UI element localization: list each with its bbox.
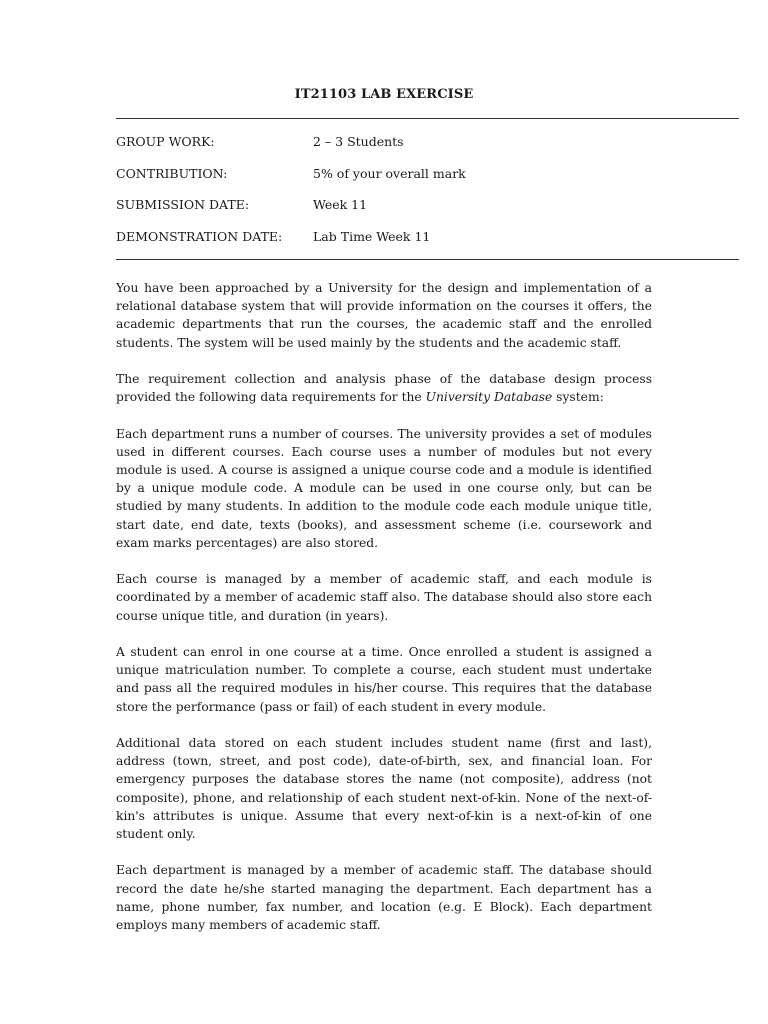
document-title: IT21103 LAB EXERCISE bbox=[294, 87, 474, 102]
paragraph-requirements-emphasis: University Database bbox=[425, 390, 553, 405]
paragraph-student-data: Additional data stored on each student includes student name (first and last), address (town, street, and post code), date-of-birth, sex, and financial loan. For emergency purposes the database stores the name (not composite), address (not composite), phone, and relationship of each student next-of-kin. None of the next-of-kin's attributes is unique. Assume that every next-of-kin is a next-of-kin of one student only. bbox=[116, 736, 652, 842]
paragraph-course-management: Each course is managed by a member of academic staff, and each module is coordinated by a member of academic staff also. The database should also store each course unique title, and duration (in years). bbox=[116, 572, 652, 623]
info-row-submission-date bbox=[116, 197, 676, 229]
info-label: GROUP WORK: bbox=[116, 134, 215, 149]
info-label: DEMONSTRATION DATE: bbox=[116, 228, 283, 244]
info-block bbox=[116, 134, 676, 260]
paragraph-student-enrolment: A student can enrol in one course at a time. Once enrolled a student is assigned a unique matriculation number. To complete a course, each student must undertake and pass all the required modules in his/her course. This requires that the database store the performance (pass or fail) of each student in every module. bbox=[116, 645, 652, 714]
info-value: 5% of your overall mark bbox=[313, 165, 466, 181]
paragraph-requirements bbox=[116, 370, 652, 406]
paragraph-requirements-before: The requirement collection and analysis phase of the database design process provided the following data requirements for the bbox=[116, 372, 652, 405]
header-top-rule bbox=[116, 118, 739, 119]
info-row-contribution bbox=[116, 166, 676, 198]
info-value: 2 – 3 Students bbox=[313, 134, 404, 149]
header-bottom-rule bbox=[116, 259, 739, 260]
paragraph-requirements-after: system: bbox=[552, 390, 604, 405]
paragraph-department-management: Each department is managed by a member of academic staff. The database should record the date he/she started managing the department. Each department has a name, phone number, fax number, and location (e.g. E Block). Each department employs many members of academic staff. bbox=[116, 863, 652, 933]
body-text bbox=[116, 279, 652, 952]
info-value: Lab Time Week 11 bbox=[313, 228, 431, 244]
paragraph-intro: You have been approached by a University for the design and implementation of a relational database system that will provide information on the courses it offers, the academic departments that run the courses, the academic staff and the enrolled students. The system will be used mainly by the students and the academic staff. bbox=[116, 281, 652, 350]
paragraph-departments-courses: Each department runs a number of courses. The university provides a set of modules used in different courses. Each course uses a number of modules but not every module is used. A course is assigned a unique course code and a module is identified by a unique module code. A module can be used in one course only, but can be studied by many students. In addition to the module code each module unique title, start date, end date, texts (books), and assessment scheme (i.e. coursework and exam marks percentages) are also stored. bbox=[116, 426, 652, 550]
info-row-group-work bbox=[116, 134, 676, 166]
info-value: Week 11 bbox=[313, 197, 368, 212]
info-row-demonstration-date bbox=[116, 229, 676, 261]
info-label: SUBMISSION DATE: bbox=[116, 197, 250, 212]
info-label: CONTRIBUTION: bbox=[116, 165, 228, 181]
